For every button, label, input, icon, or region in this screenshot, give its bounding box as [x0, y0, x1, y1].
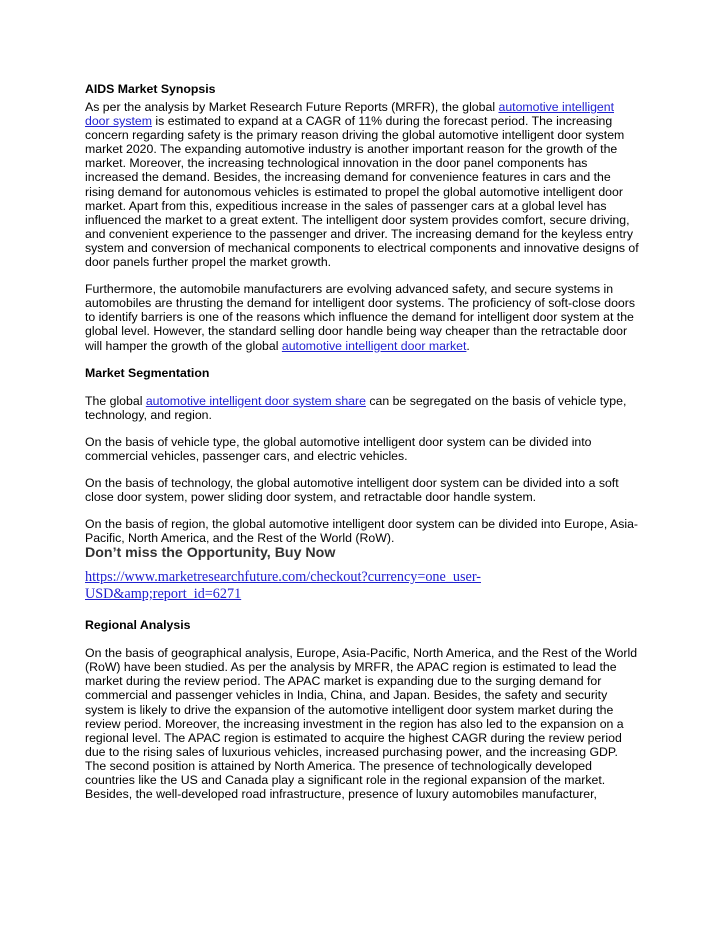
synopsis-paragraph-2: [85, 282, 640, 352]
text-run: is estimated to expand at a CAGR of 11% during the forecast period. The increasing concern regarding safety is the primary reason driving the global automotive intelligent door system market 2020. The expanding automotive industry is another important reason for the growth of the market. Moreover, the increasing technological innovation in the door panel components has increased the demand. Besides, the increasing demand for convenience features in cars and the rising demand for autonomous vehicles is estimated to propel the global automotive intelligent door market. Apart from this, expeditious increase in the sales of passenger cars at a global level has influenced the market to a great extent. The intelligent door system provides comfort, secure driving, and convenient experience to the passenger and driver. The increasing demand for the keyless entry system and conversion of mechanical components to electrical components and innovative designs of door panels further propel the market growth.: [85, 114, 639, 270]
regional-heading: Regional Analysis: [85, 618, 191, 633]
automotive-intelligent-door-system-link[interactable]: automotive intelligent door system: [85, 100, 615, 129]
segmentation-paragraph-3: On the basis of technology, the global automotive intelligent door system can be divided into a soft close door system, power sliding door system, and retractable door handle system.: [85, 475, 619, 505]
text-run: can be segregated on the basis of vehicle type, technology, and region.: [85, 393, 627, 422]
automotive-intelligent-door-market-link[interactable]: automotive intelligent door market: [281, 338, 467, 353]
text-run: Furthermore, the automobile manufacturers are evolving advanced safety, and secure systems in automobiles are thrusting the demand for intelligent door systems. The proficiency of soft-close doors to identify barriers is one of the reasons which influence the demand for intelligent door system at the global level. However, the standard selling door handle being way cheaper than the retractable door will hamper the growth of the global: [85, 282, 635, 353]
automotive-intelligent-door-system-share-link[interactable]: automotive intelligent door system share: [145, 393, 366, 408]
checkout-url-line-1: https://www.marketresearchfuture.com/checkout?currency=one_user-: [85, 569, 481, 586]
buy-now-heading: Don’t miss the Opportunity, Buy Now: [85, 545, 336, 562]
synopsis-heading: AIDS Market Synopsis: [85, 82, 216, 96]
text-run: The global: [85, 393, 146, 408]
segmentation-paragraph-1: [85, 394, 640, 422]
synopsis-paragraph-1: [85, 100, 640, 269]
segmentation-heading: Market Segmentation: [85, 365, 210, 380]
document-page: [85, 82, 640, 801]
regional-paragraph-1: On the basis of geographical analysis, Europe, Asia-Pacific, North America, and the Rest of the World (RoW) have been studied. As per the analysis by MRFR, the APAC region is estimated to lead the market during the review period. The APAC market is expanding due to the surging demand for commercial and passenger vehicles in India, China, and Japan. Besides, the safety and security system is likely to drive the expansion of the automotive intelligent door system market during the review period. Moreover, the increasing investment in the region has also led to the expansion on a regional level. The APAC region is estimated to acquire the highest CAGR during the review period due to the rising sales of luxurious vehicles, increased purchasing power, and the increasing GDP. The second position is attained by North America. The presence of technologically developed countries like the US and Canada play a significant role in the regional expansion of the market. Besides, the well-developed road infrastructure, presence of luxury automobiles manufacturer,: [85, 646, 638, 802]
segmentation-paragraph-2: On the basis of vehicle type, the global automotive intelligent door system can be divided into commercial vehicles, passenger cars, and electric vehicles.: [85, 434, 592, 463]
checkout-url-line-2: USD&amp;report_id=6271: [85, 585, 242, 602]
text-run: As per the analysis by Market Research Future Reports (MRFR), the global: [85, 100, 499, 114]
text-run: .: [466, 338, 470, 353]
segmentation-paragraph-4: On the basis of region, the global automotive intelligent door system can be divided into Europe, Asia-Pacific, North America, and the Rest of the World (RoW).: [85, 517, 639, 546]
checkout-url: [85, 569, 640, 602]
checkout-url-link[interactable]: [85, 569, 481, 601]
